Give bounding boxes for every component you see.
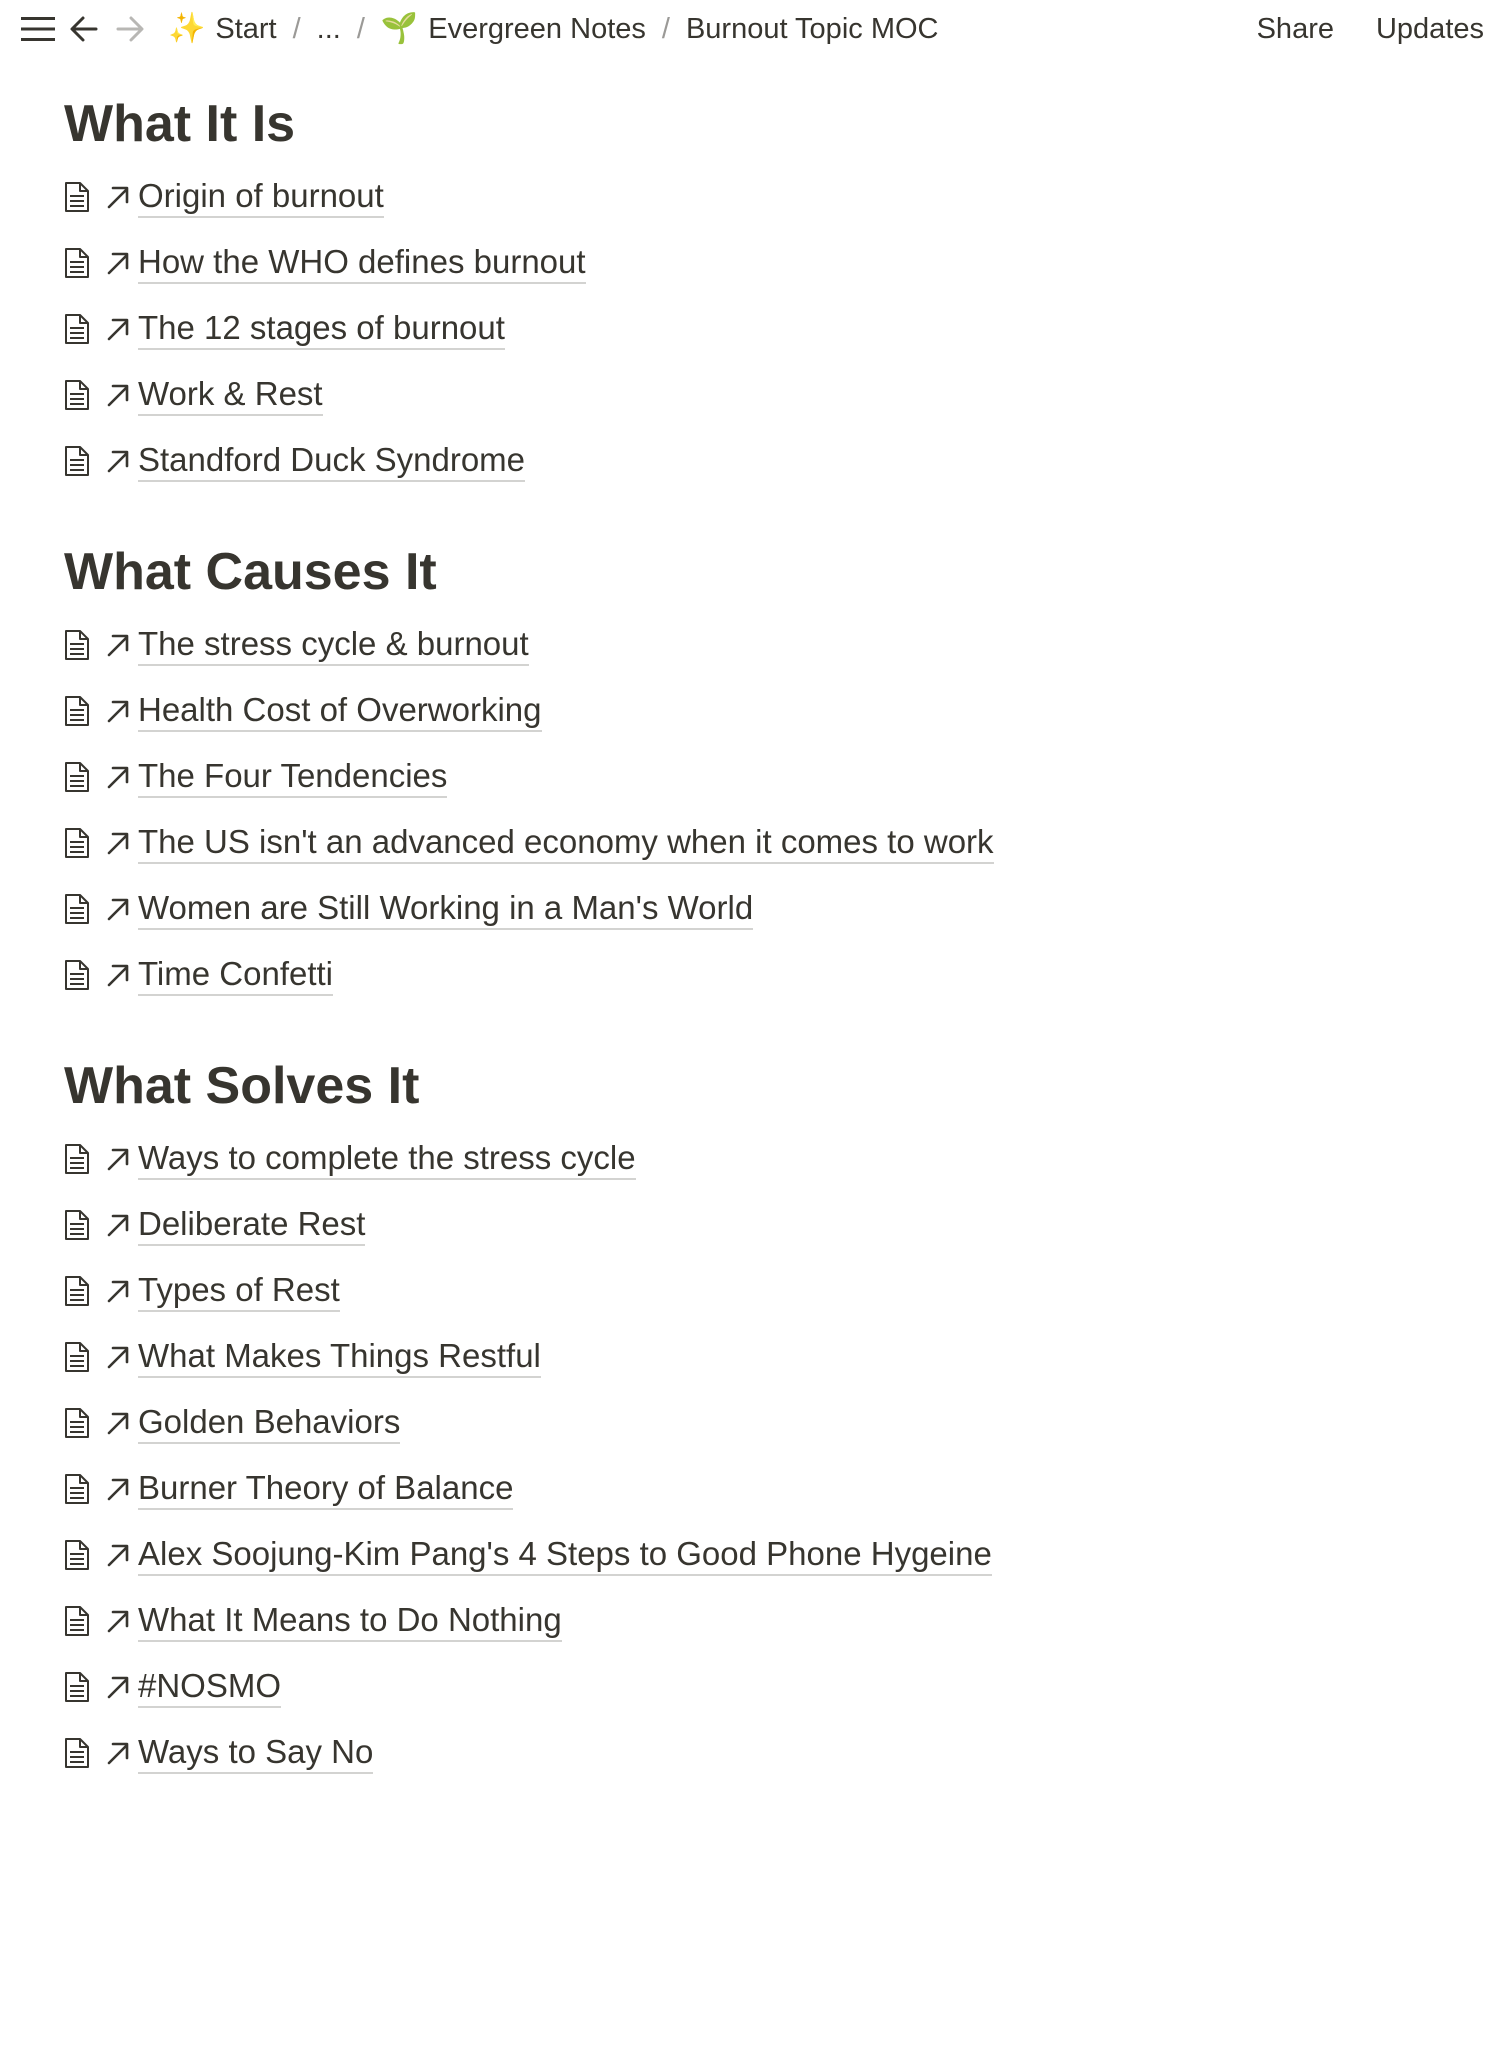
- section-what-it-is: [64, 92, 1444, 494]
- link-arrow-icon: [104, 1475, 132, 1503]
- link-arrow-icon: [104, 1145, 132, 1173]
- list-item[interactable]: [64, 1258, 1444, 1324]
- page-link[interactable]: #NOSMO: [138, 1666, 281, 1708]
- link-arrow-icon: [104, 763, 132, 791]
- link-arrow-icon: [104, 1739, 132, 1767]
- page-document-icon: [64, 247, 90, 279]
- page-document-icon: [64, 1341, 90, 1373]
- section-what-solves-it: [64, 1054, 1444, 1786]
- list-item[interactable]: [64, 1588, 1444, 1654]
- link-arrow-icon: [104, 829, 132, 857]
- page-link[interactable]: The US isn't an advanced economy when it comes to work: [138, 822, 994, 864]
- page-document-icon: [64, 313, 90, 345]
- page-link[interactable]: Golden Behaviors: [138, 1402, 400, 1444]
- breadcrumb-start[interactable]: [162, 9, 283, 50]
- breadcrumb-label: ...: [316, 12, 341, 45]
- section-heading: What Causes It: [64, 543, 437, 601]
- page-link[interactable]: Work & Rest: [138, 374, 323, 416]
- top-bar-right: [1223, 9, 1492, 50]
- link-arrow-icon: [104, 447, 132, 475]
- page-document-icon: [64, 629, 90, 661]
- top-bar: [0, 0, 1512, 58]
- page-link[interactable]: Women are Still Working in a Man's World: [138, 888, 753, 930]
- page-document-icon: [64, 1473, 90, 1505]
- section-heading: What Solves It: [64, 1057, 420, 1115]
- link-list: [64, 1126, 1444, 1786]
- list-item[interactable]: [64, 678, 1444, 744]
- breadcrumb-label: Burnout Topic MOC: [685, 12, 939, 45]
- list-item[interactable]: [64, 1126, 1444, 1192]
- page-document-icon: [64, 1671, 90, 1703]
- page-link[interactable]: What It Means to Do Nothing: [138, 1600, 562, 1642]
- list-item[interactable]: [64, 362, 1444, 428]
- seedling-icon: 🌱: [380, 12, 419, 45]
- breadcrumb-separator: /: [356, 12, 365, 45]
- page-document-icon: [64, 181, 90, 213]
- list-item[interactable]: [64, 1654, 1444, 1720]
- link-arrow-icon: [104, 1343, 132, 1371]
- page-link[interactable]: Ways to Say No: [138, 1732, 373, 1774]
- list-item[interactable]: [64, 428, 1444, 494]
- page-document-icon: [64, 761, 90, 793]
- link-list: [64, 612, 1444, 1008]
- link-arrow-icon: [104, 1277, 132, 1305]
- page-link[interactable]: How the WHO defines burnout: [138, 242, 586, 284]
- list-item[interactable]: [64, 612, 1444, 678]
- list-item[interactable]: [64, 810, 1444, 876]
- sparkles-icon: ✨: [168, 12, 206, 45]
- breadcrumb-label: Evergreen Notes: [428, 12, 646, 45]
- link-arrow-icon: [104, 1673, 132, 1701]
- page-link[interactable]: Ways to complete the stress cycle: [138, 1138, 636, 1180]
- breadcrumb-evergreen-notes[interactable]: [375, 9, 652, 50]
- page-link[interactable]: Types of Rest: [138, 1270, 340, 1312]
- link-arrow-icon: [104, 1541, 132, 1569]
- breadcrumb: [162, 9, 944, 50]
- list-item[interactable]: [64, 296, 1444, 362]
- page-link[interactable]: The 12 stages of burnout: [138, 308, 505, 350]
- page-link[interactable]: Burner Theory of Balance: [138, 1468, 513, 1510]
- page-link[interactable]: Time Confetti: [138, 954, 333, 996]
- page-link[interactable]: Health Cost of Overworking: [138, 690, 542, 732]
- list-item[interactable]: [64, 1324, 1444, 1390]
- section-what-causes-it: [64, 540, 1444, 1008]
- hamburger-menu-icon[interactable]: [18, 9, 58, 49]
- breadcrumb-label: Start: [215, 12, 277, 45]
- page-document-icon: [64, 695, 90, 727]
- page-link[interactable]: The Four Tendencies: [138, 756, 447, 798]
- breadcrumb-separator: /: [292, 12, 301, 45]
- list-item[interactable]: [64, 1456, 1444, 1522]
- link-arrow-icon: [104, 697, 132, 725]
- page-link[interactable]: Deliberate Rest: [138, 1204, 365, 1246]
- breadcrumb-separator: /: [661, 12, 670, 45]
- link-arrow-icon: [104, 249, 132, 277]
- page-document-icon: [64, 1737, 90, 1769]
- section-heading: What It Is: [64, 95, 296, 153]
- page-document-icon: [64, 1275, 90, 1307]
- page-document-icon: [64, 379, 90, 411]
- link-arrow-icon: [104, 381, 132, 409]
- list-item[interactable]: [64, 1192, 1444, 1258]
- page-document-icon: [64, 1605, 90, 1637]
- link-arrow-icon: [104, 961, 132, 989]
- page-document-icon: [64, 959, 90, 991]
- link-list: [64, 164, 1444, 494]
- list-item[interactable]: [64, 876, 1444, 942]
- page-link[interactable]: Origin of burnout: [138, 176, 384, 218]
- list-item[interactable]: [64, 1522, 1444, 1588]
- page-document-icon: [64, 893, 90, 925]
- page-link[interactable]: Alex Soojung-Kim Pang's 4 Steps to Good Phone Hygeine: [138, 1534, 992, 1576]
- link-arrow-icon: [104, 315, 132, 343]
- page-content: [64, 92, 1444, 1832]
- link-arrow-icon: [104, 1409, 132, 1437]
- share-button[interactable]: Share: [1256, 12, 1334, 45]
- list-item[interactable]: [64, 230, 1444, 296]
- page-link[interactable]: What Makes Things Restful: [138, 1336, 541, 1378]
- page-link[interactable]: The stress cycle & burnout: [138, 624, 529, 666]
- page-document-icon: [64, 1209, 90, 1241]
- top-bar-left: [18, 9, 1223, 50]
- link-arrow-icon: [104, 1607, 132, 1635]
- list-item[interactable]: [64, 942, 1444, 1008]
- list-item[interactable]: [64, 744, 1444, 810]
- page-document-icon: [64, 1407, 90, 1439]
- breadcrumb-current-page[interactable]: [680, 9, 945, 50]
- list-item[interactable]: [64, 1390, 1444, 1456]
- page-document-icon: [64, 1143, 90, 1175]
- list-item[interactable]: [64, 164, 1444, 230]
- page-link[interactable]: Standford Duck Syndrome: [138, 440, 525, 482]
- page-document-icon: [64, 445, 90, 477]
- page-document-icon: [64, 827, 90, 859]
- updates-button[interactable]: Updates: [1375, 12, 1484, 45]
- link-arrow-icon: [104, 631, 132, 659]
- page-document-icon: [64, 1539, 90, 1571]
- breadcrumb-ellipsis[interactable]: [311, 9, 347, 50]
- arrow-left-icon[interactable]: [64, 9, 104, 49]
- link-arrow-icon: [104, 895, 132, 923]
- list-item[interactable]: [64, 1720, 1444, 1786]
- link-arrow-icon: [104, 1211, 132, 1239]
- link-arrow-icon: [104, 183, 132, 211]
- arrow-right-icon[interactable]: [110, 9, 150, 49]
